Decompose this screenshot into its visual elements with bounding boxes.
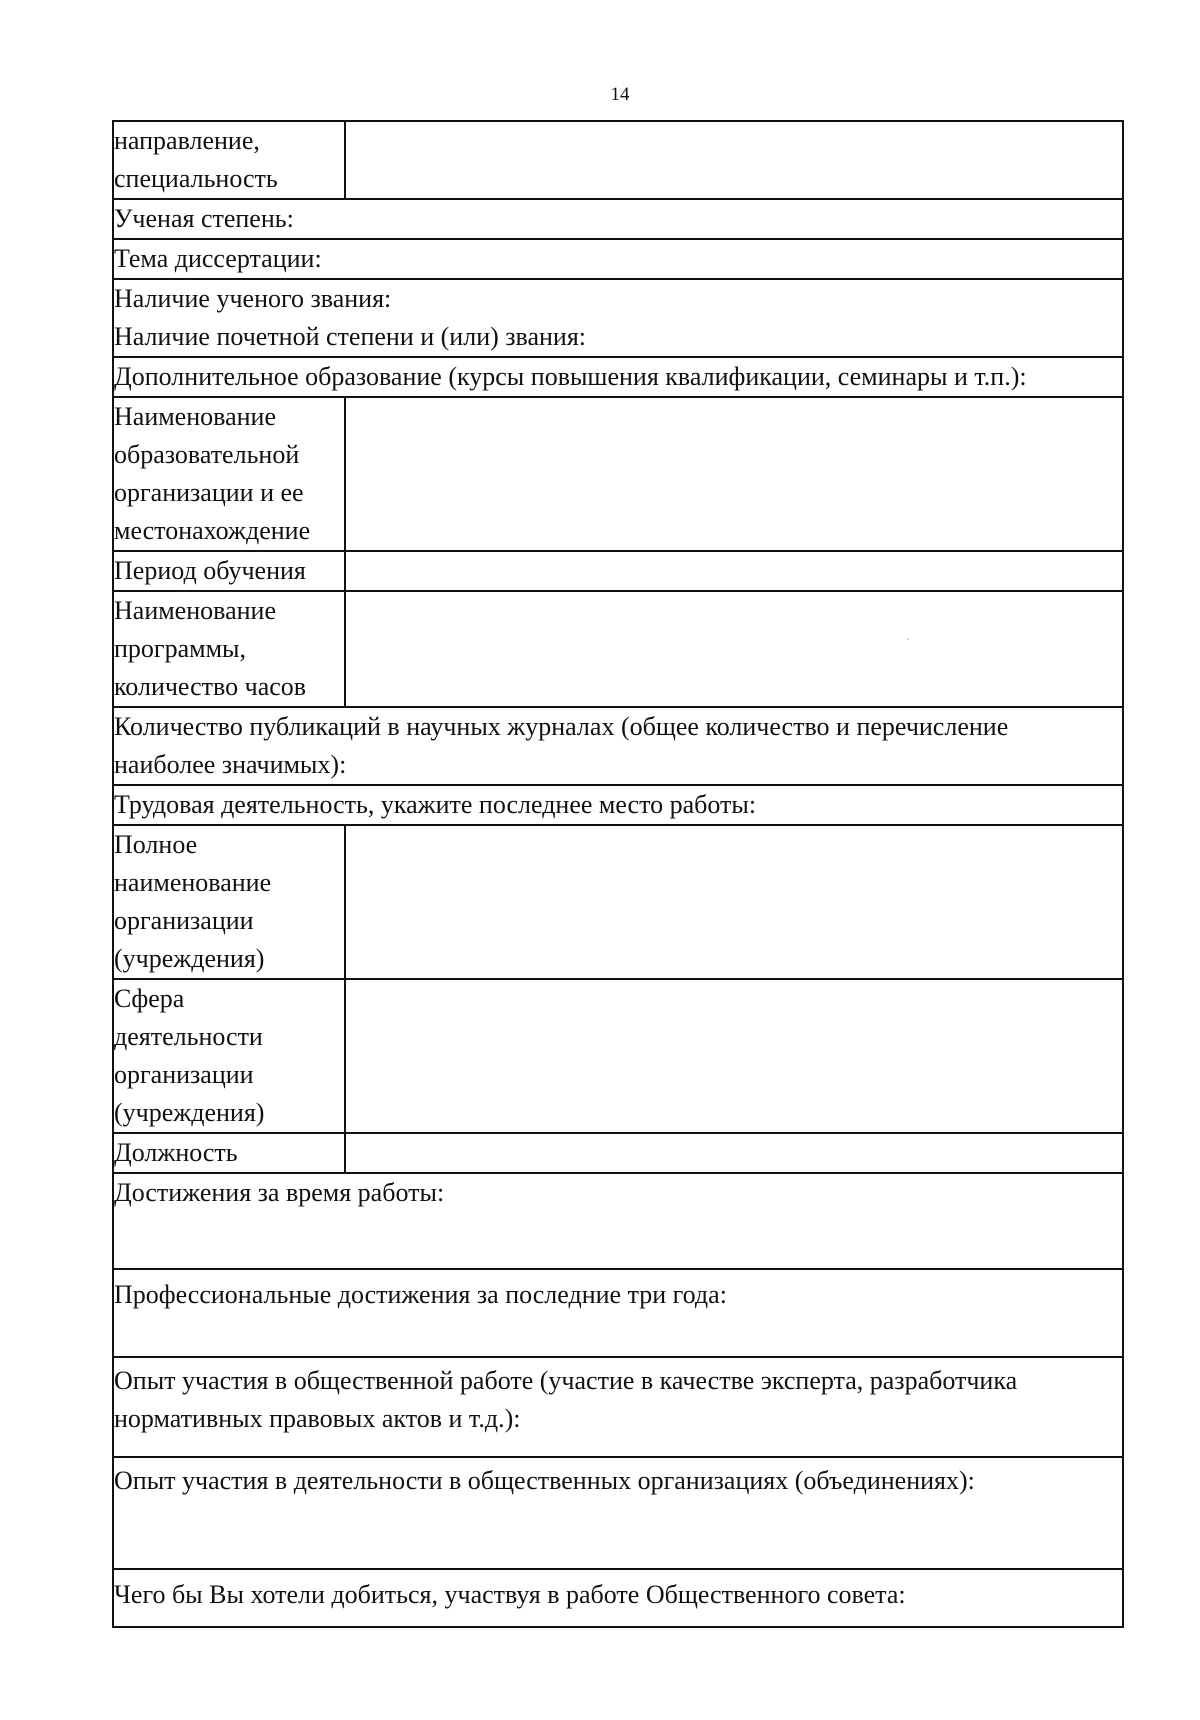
field-specialty[interactable]: [346, 122, 1122, 198]
label-additional-education: Дополнительное образование (курсы повышения квалификации, семинары и т.п.):: [114, 362, 1027, 391]
row-employment: [114, 784, 1122, 824]
row-organization-name: [114, 824, 1122, 978]
label-position: Должность: [114, 1134, 346, 1172]
page-number: 14: [610, 84, 630, 105]
row-position: [114, 1132, 1122, 1172]
label-public-work: Опыт участия в общественной работе (участие в качестве эксперта, разработчика нормативных правовых актов и т.д.):: [114, 1366, 1018, 1433]
row-public-work[interactable]: [114, 1356, 1122, 1456]
label-specialty: направление, специальность: [114, 122, 346, 198]
label-academic-titles: Наличие ученого звания: Наличие почетной степени и (или) звания:: [114, 284, 587, 351]
row-additional-education: [114, 356, 1122, 396]
scan-speck: .: [906, 629, 910, 644]
field-organization-name[interactable]: [346, 826, 1122, 978]
label-public-organizations: Опыт участия в деятельности в общественных организациях (объединениях):: [114, 1466, 975, 1495]
label-publications: Количество публикаций в научных журналах (общее количество и перечисление наиболее значимых):: [114, 712, 1009, 779]
row-specialty: [114, 120, 1122, 198]
label-program: Наименование программы, количество часов: [114, 592, 346, 706]
row-academic-titles[interactable]: [114, 278, 1122, 356]
row-professional-achievements[interactable]: [114, 1268, 1122, 1356]
row-public-organizations[interactable]: [114, 1456, 1122, 1568]
field-study-period[interactable]: [346, 552, 1122, 590]
label-professional-achievements: Профессиональные достижения за последние три года:: [114, 1280, 727, 1309]
field-organization-sphere[interactable]: [346, 980, 1122, 1132]
label-academic-degree: Ученая степень:: [114, 204, 294, 233]
label-employment: Трудовая деятельность, укажите последнее место работы:: [114, 790, 757, 819]
label-organization-name: Полное наименование организации (учреждения): [114, 826, 346, 978]
label-study-period: Период обучения: [114, 552, 346, 590]
row-council-goals[interactable]: [114, 1568, 1122, 1626]
field-program[interactable]: [346, 592, 1122, 706]
questionnaire-form: [112, 120, 1124, 1628]
row-work-achievements[interactable]: [114, 1172, 1122, 1268]
row-program: [114, 590, 1122, 706]
label-council-goals: Чего бы Вы хотели добиться, участвуя в работе Общественного совета:: [114, 1580, 906, 1609]
row-institution: [114, 396, 1122, 550]
row-academic-degree[interactable]: [114, 198, 1122, 238]
label-organization-sphere: Сфера деятельности организации (учреждения): [114, 980, 346, 1132]
row-organization-sphere: [114, 978, 1122, 1132]
field-position[interactable]: [346, 1134, 1122, 1172]
row-dissertation-topic[interactable]: [114, 238, 1122, 278]
label-institution: Наименование образовательной организации и ее местонахождение: [114, 398, 346, 550]
field-institution[interactable]: [346, 398, 1122, 550]
label-work-achievements: Достижения за время работы:: [114, 1178, 445, 1207]
row-study-period: [114, 550, 1122, 590]
label-dissertation-topic: Тема диссертации:: [114, 244, 322, 273]
row-publications[interactable]: [114, 706, 1122, 784]
